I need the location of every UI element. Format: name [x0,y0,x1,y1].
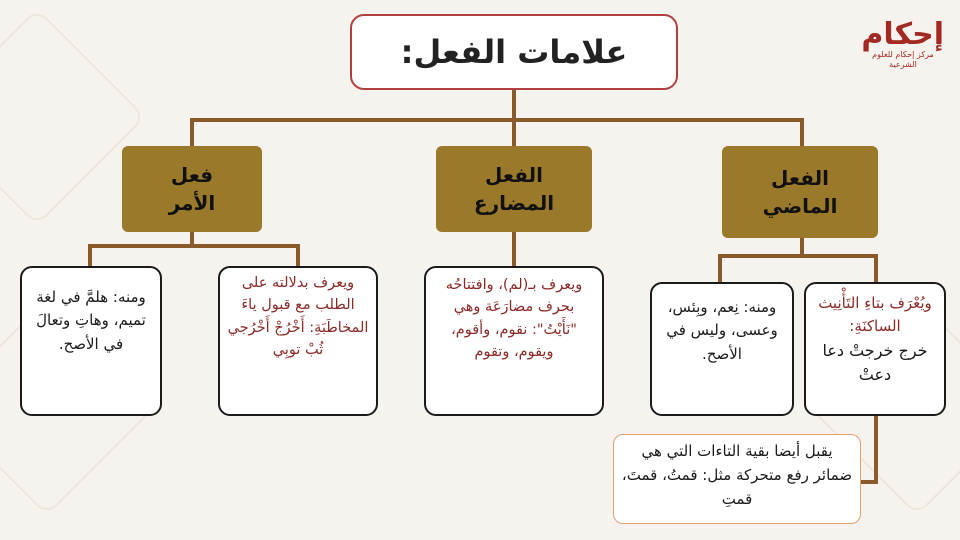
connector [860,480,878,484]
imperative-examples-text: ومنه: هلمَّ في لغة تميم، وهاتِ وتعالَ في الأصح. [36,288,146,353]
connector [190,118,194,146]
connector [512,90,516,120]
past-note-text: يقبل أيضا بقية التاءات التي هي ضمائر رفع متحركة مثل: قمتُ، قمتَ، قمتِ [621,442,853,508]
past-note-box [613,434,861,524]
heading-imperative: فعل الأمر [122,146,262,232]
past-examples-box [650,282,794,416]
past-sign-examples: خرج خرجتْ دعا دعتْ [822,340,928,385]
logo-subtitle: مركز إحكام للعلوم الشرعية [872,50,934,70]
past-sign-title: ويُعْرَف بتاءِ التَأْنِيث الساكنَةِ: [818,294,932,336]
imperative-examples-box [20,266,162,416]
connector [718,254,878,258]
heading-past: الفعل الماضي [722,146,878,238]
diagram-title: علامات الفعل: [350,14,678,90]
past-examples-text: ومنه: نِعم، وبِئس، وعسى، وليس في الأصح. [666,298,778,363]
connector [88,244,92,266]
connector [874,254,878,282]
connector [190,118,804,122]
connector [512,118,516,146]
logo [861,17,944,90]
connector [296,244,300,266]
past-sign-box [804,282,946,416]
heading-present: الفعل المضارع [436,146,592,232]
imperative-sign-text: ويعرف بدلالته على الطلب مع قبول ياءَ المخاطَبَةِ: أَخْرُجْ أَخْرُجي ثُبْ توبِي [227,275,369,359]
logo-mark: إحكام [861,17,944,52]
connector [874,416,878,482]
present-sign-text: ويعرف بـ(لم)، وافتتاحُه بحرف مضارَعَة وهي "نَأَيْتُ": نقوم، وأقوم، ويقوم، وتقوم [445,277,583,361]
connector [512,232,516,267]
connector [88,244,300,248]
connector [800,118,804,146]
imperative-sign-box [218,266,378,416]
connector [718,254,722,282]
present-sign-box [424,266,604,416]
